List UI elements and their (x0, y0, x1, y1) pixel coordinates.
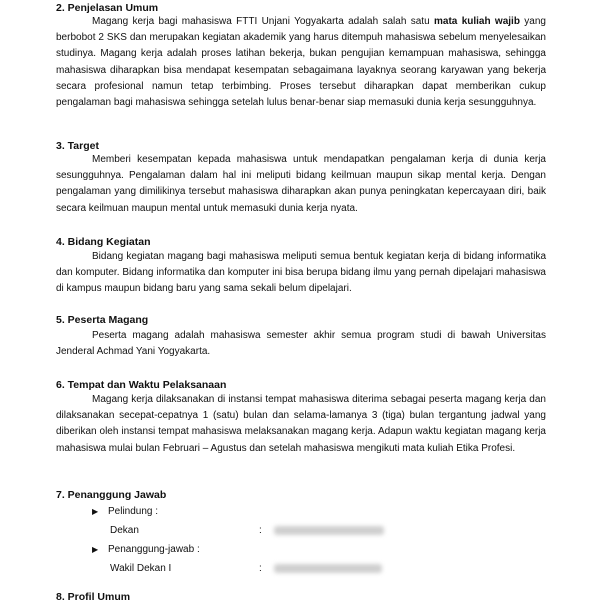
section-paragraph-target (56, 152, 546, 217)
section-heading-penanggung-jawab: 7. Penanggung Jawab (56, 489, 167, 501)
section-paragraph-penjelasan-umum (56, 14, 546, 111)
list-item-label: Wakil Dekan I (110, 563, 172, 574)
section-paragraph-peserta-magang (56, 328, 546, 360)
paragraph-text: Magang kerja bagi mahasiswa FTTI Unjani Yogyakarta adalah salah satu (92, 16, 434, 27)
section-heading-peserta-magang: 5. Peserta Magang (56, 314, 149, 326)
section-heading-profil-umum: 8. Profil Umum (56, 591, 131, 603)
colon-separator: : (259, 563, 262, 574)
list-item-label: Dekan (110, 525, 139, 536)
paragraph-text: Magang kerja dilaksanakan di instansi tempat mahasiswa diterima sebagai peserta magang kerja dan dilaksanakan secepat-cepatnya 1 (satu) bulan dan selama-lamanya 3 (tiga) bulan tergantung jadwal yang diberikan oleh instansi tempat mahasiswa melaksanakan magang kerja. Adapun waktu kegiatan magang kerja mahasiswa mulai bulan Februari – Agustus dan setelah mahasiswa mengikuti mata kuliah Etika Profesi. (56, 394, 546, 454)
paragraph-text: Memberi kesempatan kepada mahasiswa untuk mendapatkan pengalaman kerja di dunia kerja sesungguhnya. Pengalaman dalam hal ini meliputi bidang keilmuan maupun sikap mental kerja. Dengan pengalaman yang dimilikinya tersebut mahasiswa diharapkan akan punya peningkatan kepercayaan diri, baik secara keilmuan maupun mental untuk memasuki dunia kerja nyata. (56, 154, 546, 214)
paragraph-text-continued: yang berbobot 2 SKS dan merupakan kegiatan akademik yang harus ditempuh mahasiswa sebelum menyelesaikan studinya. Magang kerja adalah proses latihan bekerja, bukan pengujian kemampuan mahasiswa, sehingga mahasiswa diharapkan bisa mendapat kesempatan sebagaimana layaknya seorang karyawan yang bekerja secara profesional namun tetap terbimbing. Proses tersebut diharapkan dapat memberikan cukup pengalaman bagi mahasiswa sehingga setelah lulus benar-benar siap memasuki dunia kerja sesungguhnya. (56, 16, 546, 109)
redacted-name (274, 564, 382, 573)
bold-emphasis: mata kuliah wajib (434, 16, 520, 27)
section-heading-tempat-waktu: 6. Tempat dan Waktu Pelaksanaan (56, 379, 227, 391)
colon-separator: : (259, 525, 262, 536)
paragraph-text: Peserta magang adalah mahasiswa semester akhir semua program studi di bawah Universitas Jenderal Achmad Yani Yogyakarta. (56, 330, 546, 358)
section-heading-target: 3. Target (56, 140, 99, 152)
triangle-right-icon: ▶ (92, 507, 99, 516)
redacted-name (274, 526, 384, 535)
paragraph-text: Bidang kegiatan magang bagi mahasiswa meliputi semua bentuk kegiatan kerja di bidang informatika dan komputer. Bidang informatika dan komputer ini bisa berupa bidang ilmu yang pernah dipelajari mahasiswa di kampus maupun bidang baru yang sama sekali belum dipelajari. (56, 251, 546, 295)
section-paragraph-tempat-waktu (56, 392, 546, 457)
section-heading-penjelasan-umum: 2. Penjelasan Umum (56, 2, 159, 14)
section-heading-bidang-kegiatan: 4. Bidang Kegiatan (56, 236, 151, 248)
section-paragraph-bidang-kegiatan (56, 249, 546, 298)
list-item-label: Pelindung : (108, 506, 159, 517)
triangle-right-icon: ▶ (92, 545, 99, 554)
list-item-label: Penanggung-jawab : (108, 544, 200, 555)
